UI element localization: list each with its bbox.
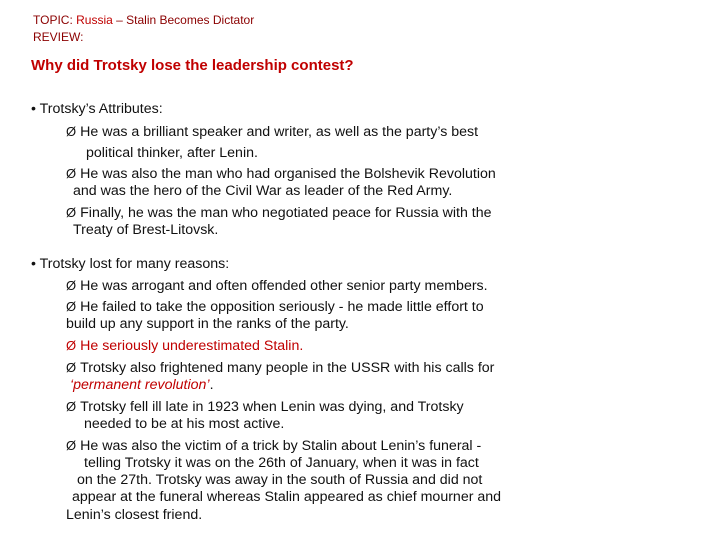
arrow-bullet-icon: Ø xyxy=(66,399,77,414)
section1-text: Finally, he was the man who negotiated peace for Russia with the xyxy=(80,205,492,221)
arrow-bullet-icon: Ø xyxy=(66,166,77,181)
section2-text: needed to be at his most active. xyxy=(84,416,285,432)
section2-text xyxy=(70,377,214,394)
section1-point3 xyxy=(66,204,492,222)
topic-rest: – Stalin Becomes Dictator xyxy=(112,13,255,27)
section1-heading: • Trotsky’s Attributes: xyxy=(31,101,163,117)
arrow-bullet-icon: Ø xyxy=(66,299,77,314)
section2-text: He failed to take the opposition seriously - he made little effort to xyxy=(80,299,484,315)
section1-text: He was a brilliant speaker and writer, as well as the party’s best xyxy=(80,124,479,140)
section2-point6 xyxy=(66,437,481,455)
topic-subject: Russia xyxy=(76,13,113,27)
section2-text: build up any support in the ranks of the party. xyxy=(66,316,349,332)
arrow-bullet-icon: Ø xyxy=(66,338,77,353)
section2-heading: • Trotsky lost for many reasons: xyxy=(31,256,230,272)
section2-text: Lenin’s closest friend. xyxy=(66,507,203,523)
section1-point2 xyxy=(66,165,496,183)
section1-point1 xyxy=(66,123,478,141)
section2-point1 xyxy=(66,277,488,295)
section2-text: Trotsky fell ill late in 1923 when Lenin was dying, and Trotsky xyxy=(80,399,464,415)
section1-text: and was the hero of the Civil War as leader of the Red Army. xyxy=(73,183,453,199)
review-label: REVIEW: xyxy=(33,30,84,44)
arrow-bullet-icon: Ø xyxy=(66,124,77,139)
topic-prefix: TOPIC: xyxy=(33,13,77,27)
arrow-bullet-icon: Ø xyxy=(66,278,77,293)
section2-point4 xyxy=(66,359,494,377)
section1-text: Treaty of Brest-Litovsk. xyxy=(73,222,219,238)
section2-point3 xyxy=(66,337,303,355)
section2-text-period: . xyxy=(209,377,214,393)
topic-header xyxy=(33,13,254,27)
section2-point5 xyxy=(66,398,464,416)
arrow-bullet-icon: Ø xyxy=(66,360,77,375)
arrow-bullet-icon: Ø xyxy=(66,205,77,220)
section2-text: appear at the funeral whereas Stalin appeared as chief mourner and xyxy=(72,489,502,505)
permanent-revolution-quote: ‘permanent revolution’ xyxy=(70,377,210,393)
section2-text: He was arrogant and often offended other senior party members. xyxy=(80,278,488,294)
section2-text: He was also the victim of a trick by Stalin about Lenin’s funeral - xyxy=(80,438,482,454)
section1-text: political thinker, after Lenin. xyxy=(86,145,258,161)
arrow-bullet-icon: Ø xyxy=(66,438,77,453)
section2-text: Trotsky also frightened many people in the USSR with his calls for xyxy=(80,360,495,376)
section2-text: telling Trotsky it was on the 26th of January, when it was in fact xyxy=(84,455,479,471)
question-title: Why did Trotsky lose the leadership contest? xyxy=(31,57,354,74)
section2-point2 xyxy=(66,298,484,316)
section1-text: He was also the man who had organised the Bolshevik Revolution xyxy=(80,166,496,182)
section2-text: on the 27th. Trotsky was away in the south of Russia and did not xyxy=(77,472,483,488)
section2-highlight-text: He seriously underestimated Stalin. xyxy=(80,338,304,354)
